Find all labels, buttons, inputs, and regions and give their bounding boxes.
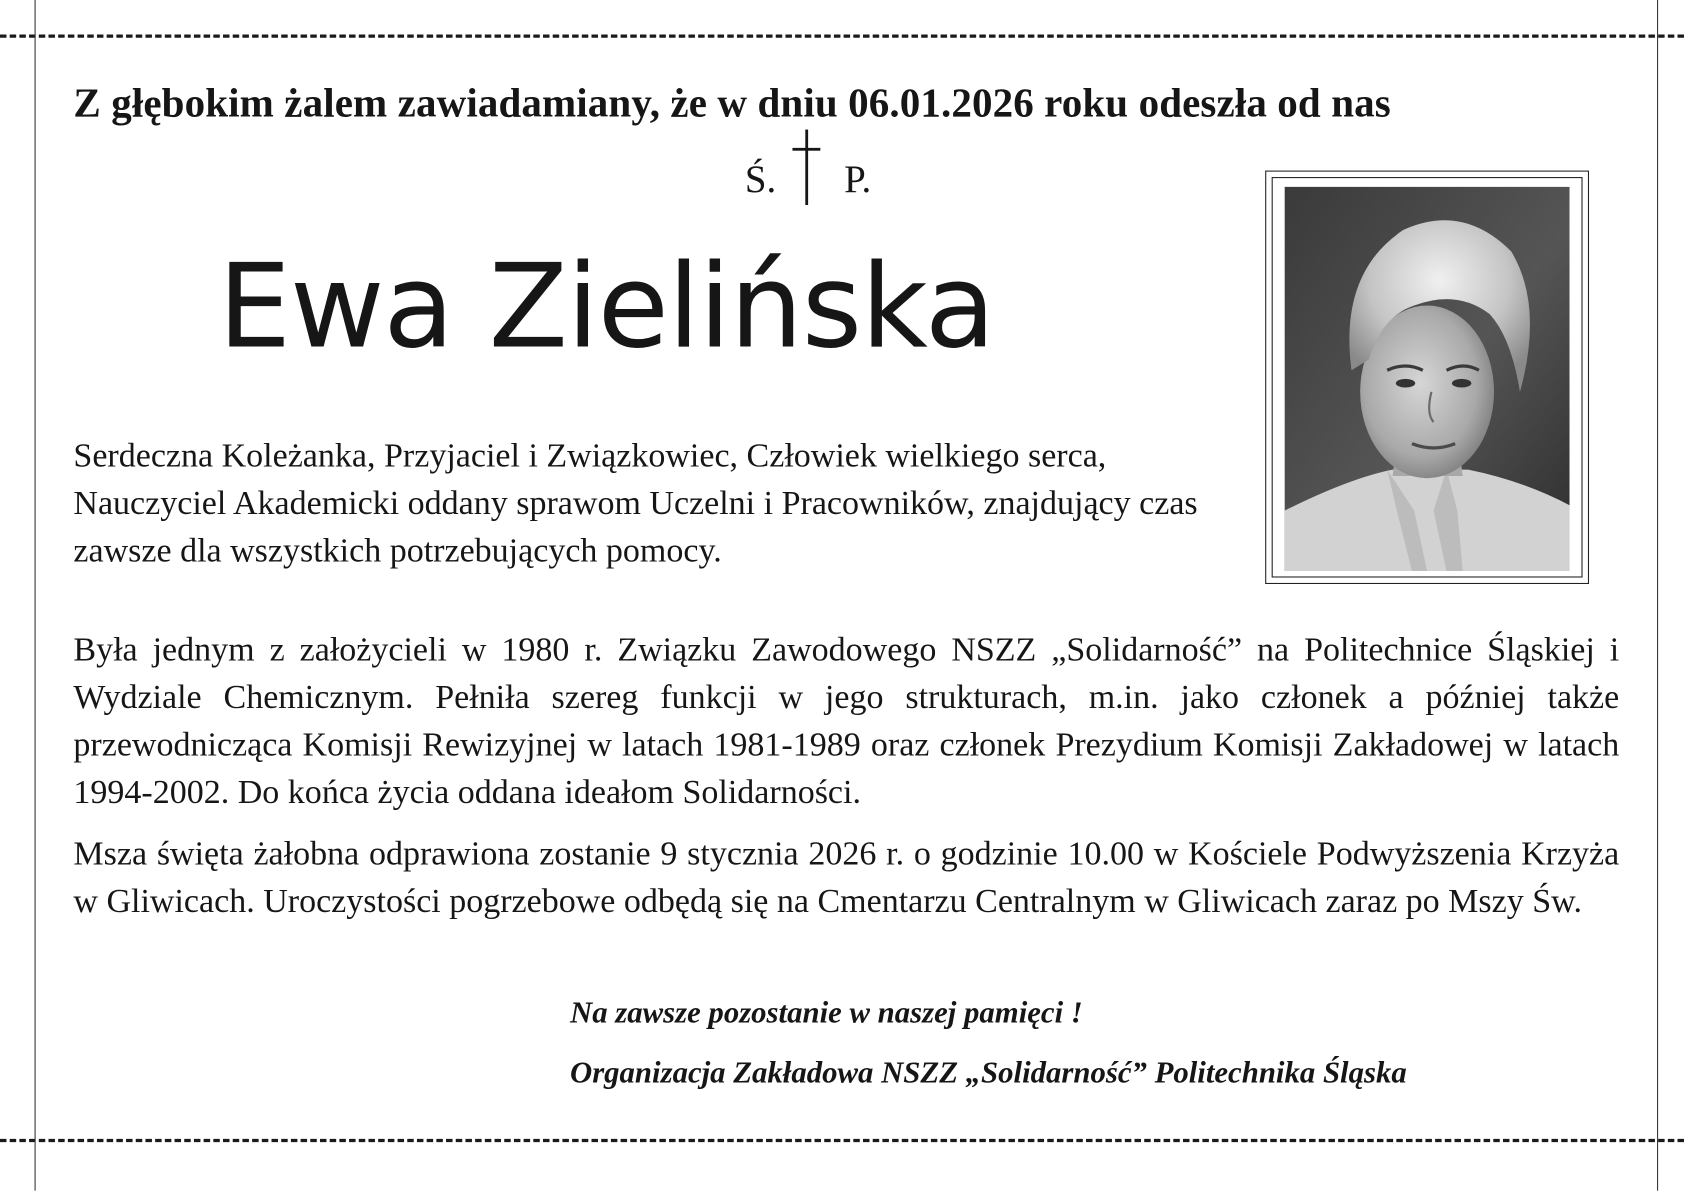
portrait-photo (1285, 187, 1570, 571)
honorific-left: Ś. (744, 157, 777, 201)
tribute-paragraph: Serdeczna Koleżanka, Przyjaciel i Związkowiec, Człowiek wielkiego serca, Nauczyciel Akademicki oddany sprawom Uczelni i Pracowników, znajdujący czas zawsze dla wszystkich potrzebujących pomocy. (73, 436, 1198, 569)
left-border-line (35, 0, 36, 1191)
biography-paragraph: Była jednym z założycieli w 1980 r. Związku Zawodowego NSZZ „Solidarność” na Politechnice Śląskiej i Wydziale Chemicznym. Pełniła szereg funkcji w jego strukturach, m.in. jako członek a później także przewodnicząca Komisji Rewizyjnej w latach 1981-1989 oraz członek Prezydium Komisji Zakładowej w latach 1994-2002. Do końca życia oddana ideałom Solidarności. (73, 630, 1620, 811)
signature-line: Organizacja Zakładowa NSZZ „Solidarność” Politechnika Śląska (569, 1056, 1407, 1091)
memory-line: Na zawsze pozostanie w naszej pamięci ! (569, 996, 1083, 1030)
deceased-name: Ewa Zielińska (218, 240, 995, 375)
right-border-line (1657, 0, 1658, 1191)
honorific-right: P. (844, 157, 872, 201)
top-cut-line (0, 35, 1684, 38)
honorific (745, 130, 896, 208)
announcement-heading: Z głębokim żalem zawiadamiany, że w dniu 06.01.2026 roku odeszła od nas (73, 80, 1391, 127)
funeral-info-paragraph: Msza święta żałobna odprawiona zostanie 9 stycznia 2026 r. o godzinie 10.00 w Kościele Podwyższenia Krzyża w Gliwicach. Uroczystości pogrzebowe odbędą się na Cmentarzu Centralnym w Gliwicach zaraz po Mszy Św. (73, 834, 1620, 920)
cross-icon (792, 130, 820, 206)
bottom-cut-line (0, 1139, 1684, 1142)
